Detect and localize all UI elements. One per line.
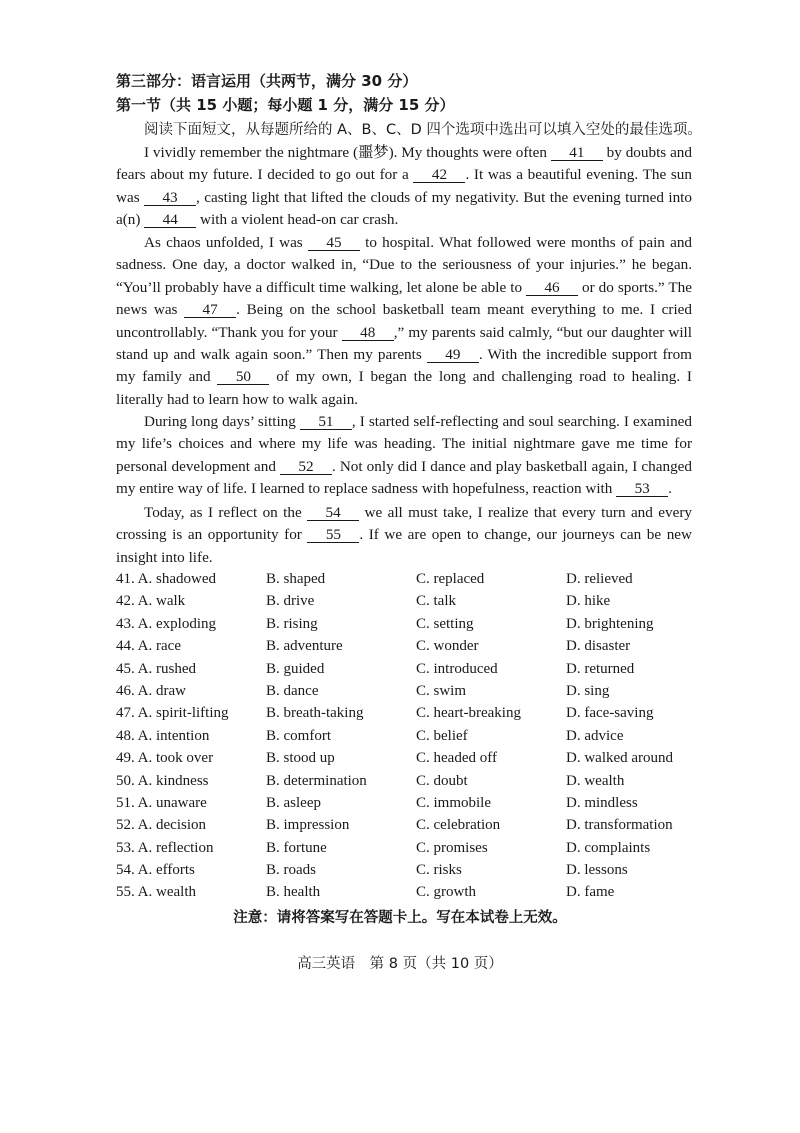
passage-text: to hospital. What followed were months of pain and sadness. One day, a doctor walked in, “Due to the seriousness of your injuries.” he began. “You’ll probably have a difficult time walking, let alone be able to xyxy=(116,234,693,296)
option-46-b: B. dance xyxy=(266,682,319,699)
option-row-51 xyxy=(116,792,716,814)
option-44-a: 44. A. race xyxy=(116,638,181,655)
option-42-d: D. hike xyxy=(566,593,611,610)
option-45-d: D. returned xyxy=(566,660,635,677)
option-42-a: 42. A. walk xyxy=(116,593,186,610)
option-48-d: D. advice xyxy=(566,727,624,744)
option-42-c: C. talk xyxy=(416,593,456,610)
passage-paragraph-4 xyxy=(116,502,692,569)
blank-47: 47 xyxy=(184,302,236,318)
option-44-c: C. wonder xyxy=(416,638,479,655)
passage-text: . Being on the school basketball team meant everything to me. I cried uncontrollably. “Thank you for your xyxy=(116,301,692,341)
option-53-b: B. fortune xyxy=(266,839,327,856)
option-53-c: C. promises xyxy=(416,839,488,856)
option-43-a: 43. A. exploding xyxy=(116,615,216,632)
option-49-c: C. headed off xyxy=(416,750,497,767)
option-41-d: D. relieved xyxy=(566,571,633,587)
option-43-d: D. brightening xyxy=(566,615,654,632)
instruction-text: 阅读下面短文，从每题所给的 A、B、C、D 四个选项中选出可以填入空处的最佳选项。 xyxy=(144,122,702,138)
blank-44: 44 xyxy=(144,212,196,228)
blank-51: 51 xyxy=(300,414,352,430)
option-55-d: D. fame xyxy=(566,884,615,901)
option-45-c: C. introduced xyxy=(416,660,498,677)
option-48-c: C. belief xyxy=(416,727,468,744)
passage-text: or do sports.” The news was xyxy=(116,278,692,319)
passage-text: . Not only did I dance and play basketball again, I changed my entire way of life. I learned to replace sadness with hopefulness, reaction with xyxy=(116,457,692,498)
option-43-b: B. rising xyxy=(266,615,318,632)
passage-paragraph-3 xyxy=(116,411,692,501)
passage-text: ,” my parents said calmly, “but our daughter will stand up and walk again soon.” Then my parents xyxy=(116,323,692,364)
option-51-b: B. asleep xyxy=(266,794,321,811)
option-row-43 xyxy=(116,613,716,635)
option-41-a: 41. A. shadowed xyxy=(116,571,216,587)
passage-text: I vividly remember the nightmare (噩梦). My thoughts were often xyxy=(144,144,551,161)
option-45-a: 45. A. rushed xyxy=(116,660,196,677)
option-42-b: B. drive xyxy=(266,593,315,610)
option-47-b: B. breath-taking xyxy=(266,705,364,722)
answer-notice: 注意：请将答案写在答题卡上。写在本试卷上无效。 xyxy=(233,910,567,926)
blank-46: 46 xyxy=(526,280,578,296)
option-48-a: 48. A. intention xyxy=(116,727,210,744)
option-row-42 xyxy=(116,590,716,612)
option-45-b: B. guided xyxy=(266,660,325,677)
option-55-a: 55. A. wealth xyxy=(116,884,196,901)
option-48-b: B. comfort xyxy=(266,727,331,744)
option-46-d: D. sing xyxy=(566,682,610,699)
option-52-a: 52. A. decision xyxy=(116,817,206,834)
option-52-d: D. transformation xyxy=(566,817,673,834)
option-row-54 xyxy=(116,859,716,881)
option-49-a: 49. A. took over xyxy=(116,750,214,767)
option-51-c: C. immobile xyxy=(416,794,491,811)
blank-53: 53 xyxy=(616,481,668,497)
option-51-a: 51. A. unaware xyxy=(116,794,207,811)
passage-paragraph-2 xyxy=(116,232,692,411)
option-54-a: 54. A. efforts xyxy=(116,862,195,879)
passage-text: , casting light that lifted the clouds of my negativity. But the evening turned into a(n) xyxy=(116,188,693,229)
option-50-a: 50. A. kindness xyxy=(116,772,209,789)
passage-text: we all must take, I realize that every turn and every crossing is an opportunity for xyxy=(116,504,692,544)
option-53-d: D. complaints xyxy=(566,839,651,856)
page-footer: 高三英语 第 8 页（共 10 页） xyxy=(297,956,503,972)
subsection-heading: 第一节（共 15 小题；每小题 1 分，满分 15 分） xyxy=(116,96,455,114)
option-52-b: B. impression xyxy=(266,817,350,834)
option-50-d: D. wealth xyxy=(566,772,625,789)
option-47-d: D. face-saving xyxy=(566,705,654,722)
option-50-b: B. determination xyxy=(266,772,367,789)
section-heading: 第三部分：语言运用（共两节，满分 30 分） xyxy=(116,72,418,90)
option-46-c: C. swim xyxy=(416,682,467,699)
option-47-c: C. heart-breaking xyxy=(416,705,521,722)
passage-text: with a violent head-on car crash. xyxy=(196,211,399,229)
option-54-d: D. lessons xyxy=(566,862,628,879)
option-row-47 xyxy=(116,702,716,724)
option-row-55 xyxy=(116,881,716,903)
option-41-c: C. replaced xyxy=(416,571,485,587)
option-49-b: B. stood up xyxy=(266,750,335,767)
option-row-46 xyxy=(116,680,716,702)
passage-text: by doubts and fears about my future. I decided to go out for a xyxy=(116,144,692,184)
option-47-a: 47. A. spirit-lifting xyxy=(116,705,229,722)
option-53-a: 53. A. reflection xyxy=(116,839,214,856)
option-52-c: C. celebration xyxy=(416,817,501,834)
option-row-53 xyxy=(116,837,716,859)
blank-55: 55 xyxy=(307,527,359,543)
passage-text: Today, as I reflect on the xyxy=(144,504,308,521)
option-55-b: B. health xyxy=(266,884,321,901)
blank-45: 45 xyxy=(308,235,360,251)
option-46-a: 46. A. draw xyxy=(116,682,186,699)
option-54-b: B. roads xyxy=(266,862,316,879)
passage-text: of my own, I began the long and challenging road to healing. I literally had to learn how to walk again. xyxy=(116,368,692,408)
option-row-48 xyxy=(116,725,716,747)
option-50-c: C. doubt xyxy=(416,772,468,789)
option-44-d: D. disaster xyxy=(566,638,631,655)
option-49-d: D. walked around xyxy=(566,750,674,767)
blank-52: 52 xyxy=(280,459,332,475)
option-54-c: C. risks xyxy=(416,862,462,879)
blank-48: 48 xyxy=(342,325,394,341)
option-row-50 xyxy=(116,770,716,792)
passage-text: , I started self-reflecting and soul searching. I examined my life’s choices and where my life was heading. The initial nightmare gave me time for personal development and xyxy=(116,413,692,475)
blank-41: 41 xyxy=(551,145,603,161)
blank-49: 49 xyxy=(427,347,479,363)
option-row-45 xyxy=(116,658,716,680)
blank-42: 42 xyxy=(413,167,465,183)
passage-text: . It was a beautiful evening. The sun was xyxy=(116,166,692,206)
option-41-b: B. shaped xyxy=(266,571,326,587)
blank-43: 43 xyxy=(144,190,196,206)
option-row-52 xyxy=(116,814,716,836)
option-43-c: C. setting xyxy=(416,615,474,632)
passage-paragraph-1 xyxy=(116,142,692,232)
options-list xyxy=(116,568,716,904)
passage-text: . xyxy=(668,480,672,498)
passage-text: As chaos unfolded, I was xyxy=(144,234,308,251)
blank-54: 54 xyxy=(307,505,359,521)
passage-text: During long days’ sitting xyxy=(144,413,300,430)
option-51-d: D. mindless xyxy=(566,794,638,811)
blank-50: 50 xyxy=(217,369,269,385)
option-row-44 xyxy=(116,635,716,657)
passage-text: . If we are open to change, our journeys can be new insight into life. xyxy=(116,526,692,566)
option-44-b: B. adventure xyxy=(266,638,343,655)
passage-text: . With the incredible support from my family and xyxy=(116,346,692,386)
option-55-c: C. growth xyxy=(416,884,476,901)
option-row-49 xyxy=(116,747,716,769)
option-row-41 xyxy=(116,568,716,590)
